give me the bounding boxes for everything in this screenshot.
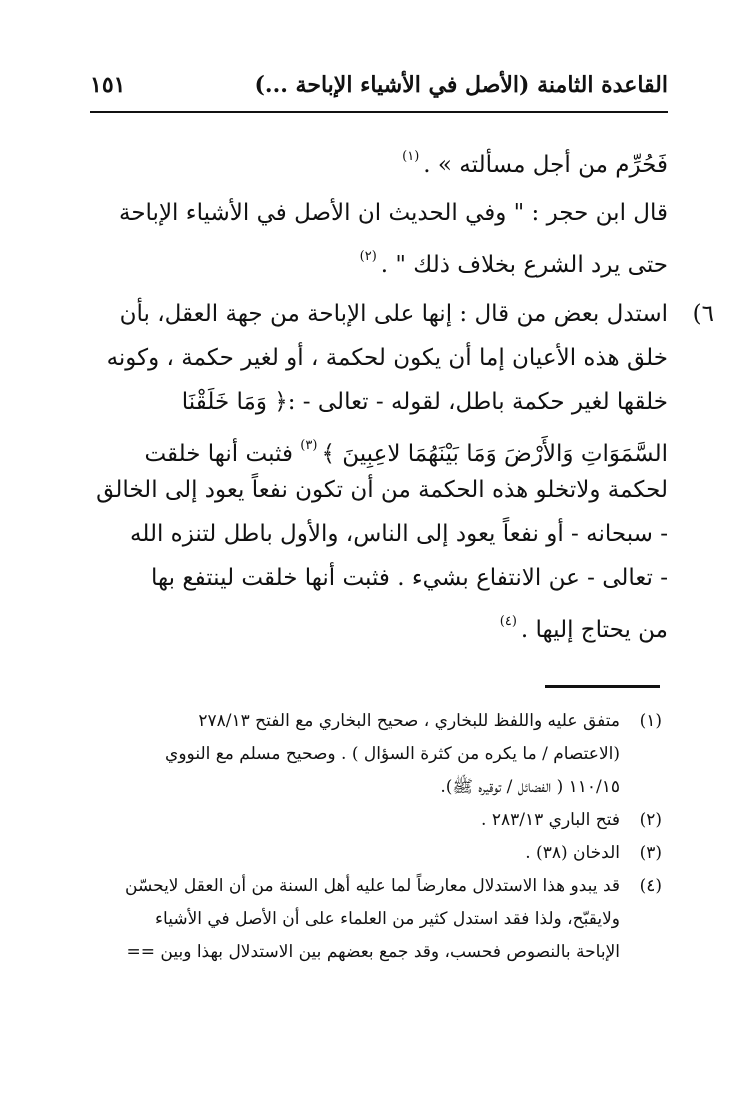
main-text [88, 135, 668, 279]
page-number: ١٥١ [90, 72, 126, 98]
footnote-text: الإباحة بالنصوص فحسب، وقد جمع بعضهم بين الاستدلال بهذا وبين == [126, 942, 620, 962]
footnote-4 [84, 870, 662, 903]
footnote-text: الدخان (٣٨) . [525, 843, 620, 863]
footnote-1-cont [84, 738, 662, 771]
footnote-ref: (٣) [300, 438, 318, 453]
footnotes [84, 705, 662, 969]
footnote-label: (٢) [639, 810, 662, 830]
footnote-text: (الاعتصام / ما يكره من كثرة السؤال ) . وصحيح مسلم مع النووي [165, 744, 620, 764]
text-line [88, 424, 668, 468]
text-line-content: فثبت أنها خلقت [144, 441, 293, 467]
footnote-text: ولايقبّح، ولذا فقد استدل كثير من العلماء على أن الأصل في الأشياء [155, 909, 620, 929]
text-line-content: فَحُرِّم من أجل مسألته » . [423, 152, 668, 178]
running-header [90, 64, 668, 108]
text-line-content: لحكمة ولاتخلو هذه الحكمة من أن تكون نفعاً يعود إلى الخالق [96, 477, 668, 503]
footnote-text: فتح الباري ٢٨٣/١٣ . [481, 810, 620, 830]
text-line-content: حتى يرد الشرع بخلاف ذلك " . [380, 252, 668, 278]
footnote-1-cont [84, 771, 662, 804]
text-line-content: خلقها لغير حكمة باطل، لقوله - تعالى - :﴿ وَمَا خَلَقْنَا [181, 389, 668, 415]
footnote-ref: (٢) [359, 249, 377, 264]
footnote-4-cont [84, 903, 662, 936]
footnote-text: قد يبدو هذا الاستدلال معارضاً لما عليه أهل السنة من أن العقل لايحسّن [125, 876, 620, 896]
footnote-label: (٣) [639, 843, 662, 863]
footnote-ref: (٤) [499, 614, 517, 629]
footnote-1 [84, 705, 662, 738]
footnote-label: (١) [639, 711, 662, 731]
text-line-content: من يحتاج إليها . [520, 617, 668, 643]
footnote-label: (٤) [639, 876, 662, 896]
numbered-paragraph [88, 292, 714, 644]
footnote-divider [545, 685, 660, 688]
footnote-2 [84, 804, 662, 837]
text-line [88, 292, 714, 336]
quran-verse: السَّمَوَاتِ وَالأَرْضَ وَمَا بَيْنَهُمَا لاعِبِينَ ﴾ [321, 441, 668, 467]
item-number: ٦) [692, 301, 714, 327]
text-line-content: - سبحانه - أو نفعاً يعود إلى الناس، والأول باطل لتنزه الله [130, 521, 668, 547]
footnote-text: ١١٠/١٥ ( الفضائل / توقيره ﷺ). [440, 777, 620, 797]
text-line [88, 468, 668, 512]
text-line [88, 336, 668, 380]
text-line [88, 380, 668, 424]
text-line-content: استدل بعض من قال : إنها على الإباحة من جهة العقل، بأن [119, 301, 668, 327]
header-divider [90, 111, 668, 113]
text-line [88, 556, 668, 600]
footnote-text: متفق عليه واللفظ للبخاري ، صحيح البخاري مع الفتح ٢٧٨/١٣ [198, 711, 620, 731]
text-line [88, 191, 668, 235]
text-line [88, 600, 668, 644]
text-line [88, 512, 668, 556]
footnote-3 [84, 837, 662, 870]
text-line-content: - تعالى - عن الانتفاع بشيء . فثبت أنها خلقت لينتفع بها [151, 565, 668, 591]
footnote-4-cont [84, 936, 662, 969]
text-line-content: قال ابن حجر : " وفي الحديث ان الأصل في الأشياء الإباحة [118, 200, 668, 226]
text-line [88, 135, 668, 179]
text-line [88, 235, 668, 279]
chapter-title: القاعدة الثامنة (الأصل في الأشياء الإباحة ...) [254, 72, 668, 98]
footnote-ref: (١) [402, 149, 420, 164]
text-line-content: خلق هذه الأعيان إما أن يكون لحكمة ، أو لغير حكمة ، وكونه [106, 345, 668, 371]
